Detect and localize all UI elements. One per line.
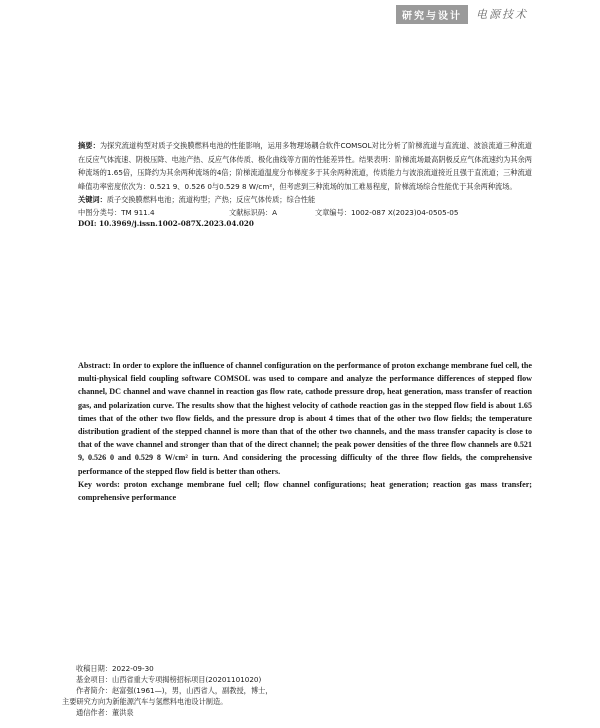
author-bio: 作者简介：赵富强(1961—)，男，山西省人，副教授，博士， bbox=[76, 686, 273, 695]
chinese-abstract-label: 摘要： bbox=[78, 141, 100, 150]
section-badge: 研究与设计 bbox=[396, 5, 468, 24]
received-date: 收稿日期：2022-09-30 bbox=[76, 664, 154, 673]
chinese-abstract-text: 为探究流道构型对质子交换膜燃料电池的性能影响，运用多物理场耦合软件COMSOL对比分析了阶梯流道与直流道、波浪流道三种流道在反应气体流速、阴极压降、电池产热、反应气体传质、极化曲线等方面的性能差异性。结果表明：阶梯流场最高阴极反应气体流速约为其余两种流场的1.65倍，压降约为其余两种流场的4倍；阶梯流道温度分布梯度多于其余两种流道，传质能力与波浪流道接近且强于直流道；三种流道峰值功率密度依次为：0.521 9、0.526 0与0.529 8 W/cm²，但考虑到三种流场的加工难易程度，阶梯流场综合性能优于其余两种流场。 bbox=[78, 141, 532, 191]
english-keywords bbox=[78, 478, 532, 504]
article-no-value: 1002-087 X(2023)04-0505-05 bbox=[350, 207, 459, 217]
doi-label: DOI: bbox=[78, 218, 100, 228]
english-keywords-label: Key words: bbox=[78, 479, 124, 489]
corresponding-author: 通信作者：董洪泉 bbox=[76, 708, 134, 717]
doc-code-label: 文献标识码： bbox=[229, 207, 273, 217]
research-direction: 主要研究方向为新能源汽车与氢燃料电池设计制造。 bbox=[62, 697, 228, 706]
classification-row bbox=[78, 207, 532, 218]
clc-label: 中图分类号： bbox=[78, 207, 122, 217]
journal-column-title: 电源技术 bbox=[476, 8, 528, 21]
doi bbox=[78, 218, 532, 230]
chinese-keywords-text: 质子交换膜燃料电池；流道构型；产热；反应气体传质；综合性能 bbox=[106, 195, 316, 204]
chinese-keywords bbox=[78, 193, 532, 207]
doi-value: 10.3969/j.issn.1002-087X.2023.04.020 bbox=[99, 218, 254, 228]
chinese-keywords-label: 关键词： bbox=[78, 195, 107, 204]
english-abstract-text: In order to explore the influence of channel configuration on the performance of proton exchange membrane fuel cell, the multi-physical field coupling software COMSOL was used to compare and analyze the performance differences of stepped flow channel, DC channel and wave channel in reaction gas flow rate, cathode pressure drop, heat generation, mass transfer of reaction gas, and polarization curve. The results show that the highest velocity of cathode reaction gas in the stepped flow field is about 1.65 times that of the other two flow fields, and the pressure drop is about 4 times that of the other two flow fields; the temperature distribution gradient of the stepped channel is more than that of the other two channels, and the mass transfer capacity is close to that of the wave channel and stronger than that of the direct channel; the peak power densities of the three flow channels are 0.521 9, 0.526 0 and 0.529 8 W/cm² in turn. And considering the processing difficulty of the three flow fields, the comprehensive performance of the stepped flow field is better than others. bbox=[78, 361, 532, 476]
running-header bbox=[396, 4, 586, 24]
article-no-label: 文章编号： bbox=[315, 207, 351, 217]
english-keywords-text: proton exchange membrane fuel cell; flow channel configurations; heat generation; reaction gas mass transfer; comprehensive performance bbox=[78, 479, 533, 503]
chinese-abstract bbox=[78, 139, 532, 193]
english-abstract bbox=[78, 359, 532, 478]
fund-project: 基金项目：山西省重大专项揭榜招标项目(20201101020) bbox=[76, 675, 262, 684]
doc-code-value: A bbox=[272, 207, 278, 217]
footnotes bbox=[62, 663, 576, 718]
english-abstract-block bbox=[78, 359, 532, 504]
english-abstract-label: Abstract: bbox=[78, 361, 113, 370]
clc-value: TM 911.4 bbox=[121, 207, 155, 217]
chinese-abstract-block bbox=[78, 139, 532, 230]
